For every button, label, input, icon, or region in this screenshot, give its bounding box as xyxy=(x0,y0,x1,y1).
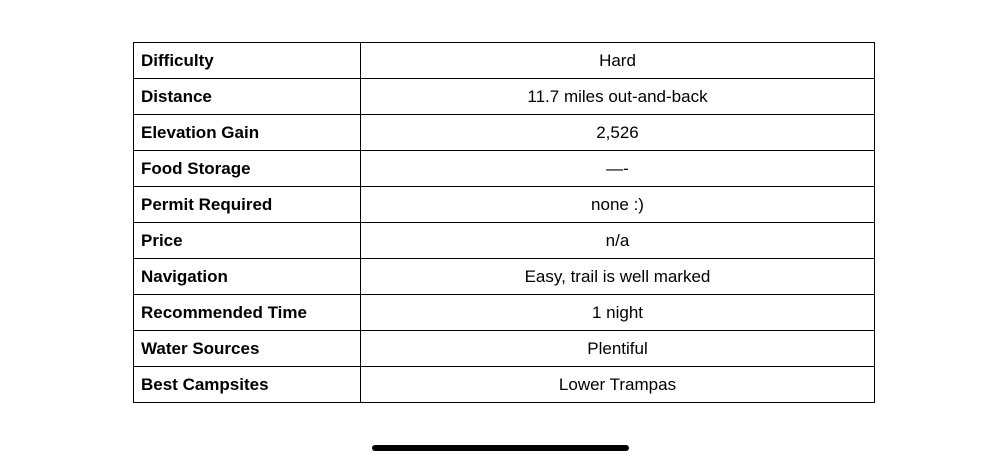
row-value: n/a xyxy=(361,223,875,259)
table-row-distance xyxy=(134,79,875,115)
row-label: Elevation Gain xyxy=(134,115,361,151)
row-label: Permit Required xyxy=(134,187,361,223)
row-value: Easy, trail is well marked xyxy=(361,259,875,295)
row-label: Water Sources xyxy=(134,331,361,367)
table-row-permit-required xyxy=(134,187,875,223)
row-label: Recommended Time xyxy=(134,295,361,331)
table-row-best-campsites xyxy=(134,367,875,403)
row-value: Plentiful xyxy=(361,331,875,367)
row-value: Hard xyxy=(361,43,875,79)
row-value: Lower Trampas xyxy=(361,367,875,403)
row-label: Price xyxy=(134,223,361,259)
row-label: Distance xyxy=(134,79,361,115)
table-row-price xyxy=(134,223,875,259)
home-indicator[interactable] xyxy=(372,445,629,451)
table-row-elevation-gain xyxy=(134,115,875,151)
table-row-food-storage xyxy=(134,151,875,187)
row-value: 2,526 xyxy=(361,115,875,151)
row-value: —- xyxy=(361,151,875,187)
row-label: Navigation xyxy=(134,259,361,295)
row-value: none :) xyxy=(361,187,875,223)
row-label: Food Storage xyxy=(134,151,361,187)
table-row-navigation xyxy=(134,259,875,295)
row-label: Difficulty xyxy=(134,43,361,79)
table-row-recommended-time xyxy=(134,295,875,331)
trail-info-table xyxy=(133,42,875,403)
table-row-difficulty xyxy=(134,43,875,79)
table-row-water-sources xyxy=(134,331,875,367)
row-value: 11.7 miles out-and-back xyxy=(361,79,875,115)
row-value: 1 night xyxy=(361,295,875,331)
row-label: Best Campsites xyxy=(134,367,361,403)
